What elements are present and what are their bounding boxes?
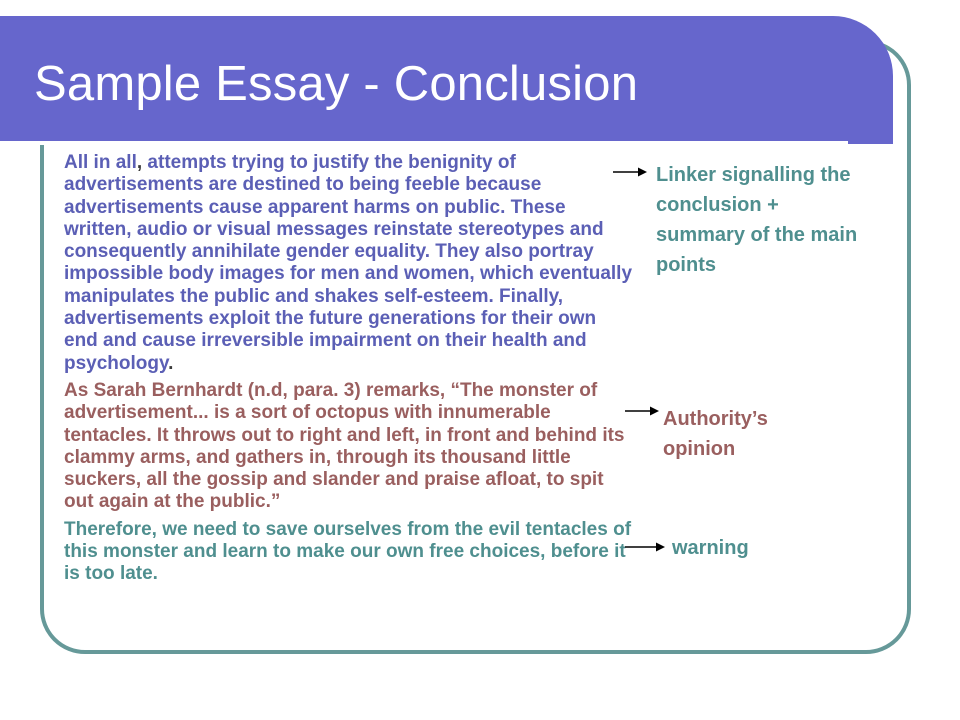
- warning-arrow-icon: [624, 540, 666, 554]
- annotation-warning: warning: [672, 537, 749, 559]
- slide-title: Sample Essay - Conclusion: [34, 57, 639, 111]
- quote-paragraph: As Sarah Bernhardt (n.d, para. 3) remarks, “The monster of advertisement... is a sort of octopus with innumerable tentacles. It throws out to right and left, in front and behind its clammy arms, and gathers in, through its thousand little suckers, all the gossip and slander and praise afloat, to spit out again at the public.”: [64, 379, 625, 513]
- warning-paragraph: Therefore, we need to save ourselves from the evil tentacles of this monster and learn to make our own free choices, before it is too late.: [64, 518, 632, 585]
- title-band: [0, 16, 893, 144]
- annotation-authority: Authority’s opinion: [663, 408, 768, 460]
- summary-arrow-icon: [612, 165, 648, 179]
- conclusion-linker: All in all: [64, 152, 137, 173]
- summary-text: attempts trying to justify the benignity of advertisements are destined to being feeble because advertisements cause apparent harms on public. These written, audio or visual messages reinstate stereotypes and consequently annihilate gender equality. They also portray impossible body images for men and women, which eventually manipulates the public and shakes self-esteem. Finally, advertisements exploit the future generations for their own end and cause irreversible impairment on their health and psychology: [64, 152, 633, 374]
- authority-arrow-icon: [624, 404, 660, 418]
- title-underline: [0, 141, 848, 145]
- summary-paragraph: [64, 152, 634, 375]
- summary-period: .: [168, 352, 174, 374]
- annotation-summary: Linker signalling the conclusion + summary of the main points: [656, 164, 858, 276]
- essay-body: [64, 152, 634, 586]
- linker-comma: ,: [136, 152, 143, 173]
